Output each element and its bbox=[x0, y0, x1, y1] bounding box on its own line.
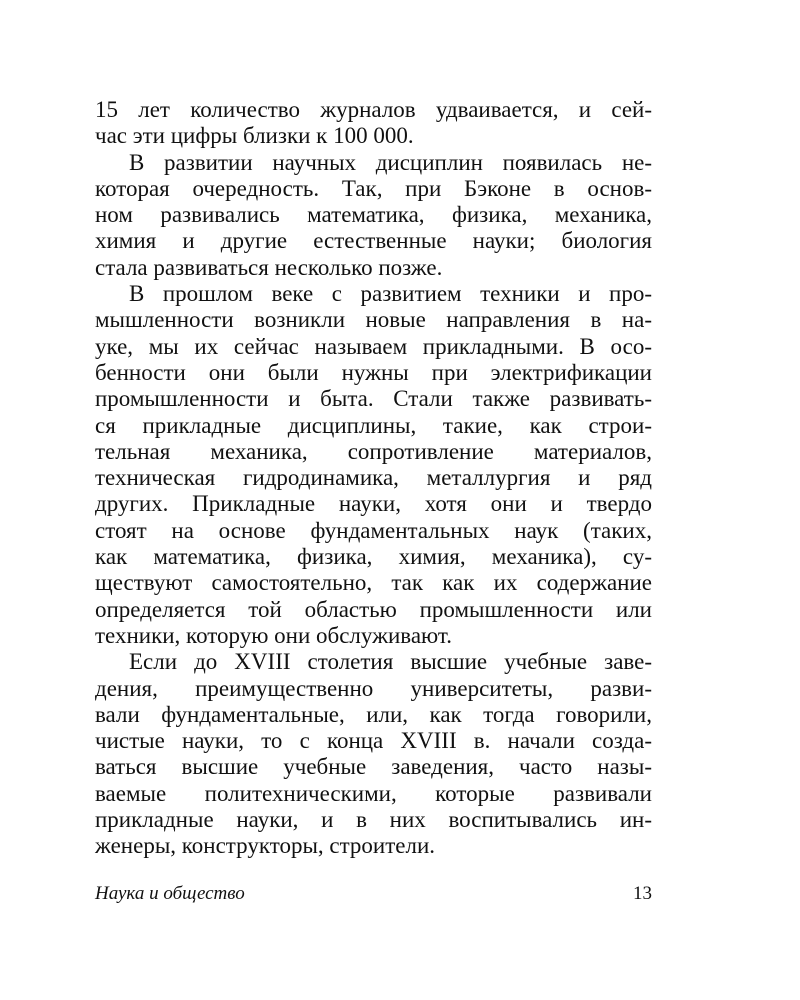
paragraph bbox=[95, 150, 652, 281]
text-line: ся прикладные дисциплины, такие, как строи- bbox=[95, 412, 652, 438]
body-text bbox=[95, 97, 652, 860]
text-line: как математика, физика, химия, механика), су- bbox=[95, 544, 652, 570]
text-line: ваться высшие учебные заведения, часто назы- bbox=[95, 754, 652, 780]
text-line: ществуют самостоятельно, так как их содержание bbox=[95, 570, 652, 596]
text-line: которая очередность. Так, при Бэконе в основ- bbox=[95, 175, 652, 201]
text-line: час эти цифры близки к 100 000. bbox=[95, 123, 414, 149]
text-line: мышленности возникли новые направления в на- bbox=[95, 307, 652, 333]
paragraph bbox=[95, 281, 652, 649]
page-number: 13 bbox=[633, 883, 652, 904]
paragraph bbox=[95, 649, 652, 859]
text-line: ном развивались математика, физика, механика, bbox=[95, 202, 652, 228]
text-line: химия и другие естественные науки; биология bbox=[95, 228, 652, 254]
text-line: ваемые политехническими, которые развивали bbox=[95, 780, 652, 806]
text-line: тельная механика, сопротивление материалов, bbox=[95, 438, 652, 464]
page-footer bbox=[95, 881, 652, 907]
text-line: бенности они были нужны при электрификации bbox=[95, 359, 652, 385]
text-line: других. Прикладные науки, хотя они и твердо bbox=[95, 491, 652, 517]
text-line: стала развиваться несколько позже. bbox=[95, 254, 443, 280]
text-line: техники, которую они обслуживают. bbox=[95, 622, 453, 648]
text-line: техническая гидродинамика, металлургия и ряд bbox=[95, 465, 652, 491]
text-line: прикладные науки, и в них воспитывались ин- bbox=[95, 807, 652, 833]
text-line: вали фундаментальные, или, как тогда говорили, bbox=[95, 701, 652, 727]
text-line: Если до XVIII столетия высшие учебные заве- bbox=[129, 649, 652, 675]
text-line: женеры, конструкторы, строители. bbox=[95, 833, 436, 859]
text-line: стоят на основе фундаментальных наук (таких, bbox=[95, 517, 652, 543]
text-line: чистые науки, то с конца XVIII в. начали созда- bbox=[95, 728, 652, 754]
text-line: определяется той областью промышленности или bbox=[95, 596, 652, 622]
text-line: дения, преимущественно университеты, разви- bbox=[95, 675, 652, 701]
text-line: В прошлом веке с развитием техники и про- bbox=[129, 281, 652, 307]
text-line: В развитии научных дисциплин появилась не- bbox=[129, 149, 652, 175]
paragraph bbox=[95, 97, 652, 150]
text-line: уке, мы их сейчас называем прикладными. В осо- bbox=[95, 333, 652, 359]
text-line: промышленности и быта. Стали также развивать- bbox=[95, 386, 652, 412]
running-title: Наука и общество bbox=[95, 883, 245, 904]
text-line: 15 лет количество журналов удваивается, и сей- bbox=[95, 97, 652, 122]
